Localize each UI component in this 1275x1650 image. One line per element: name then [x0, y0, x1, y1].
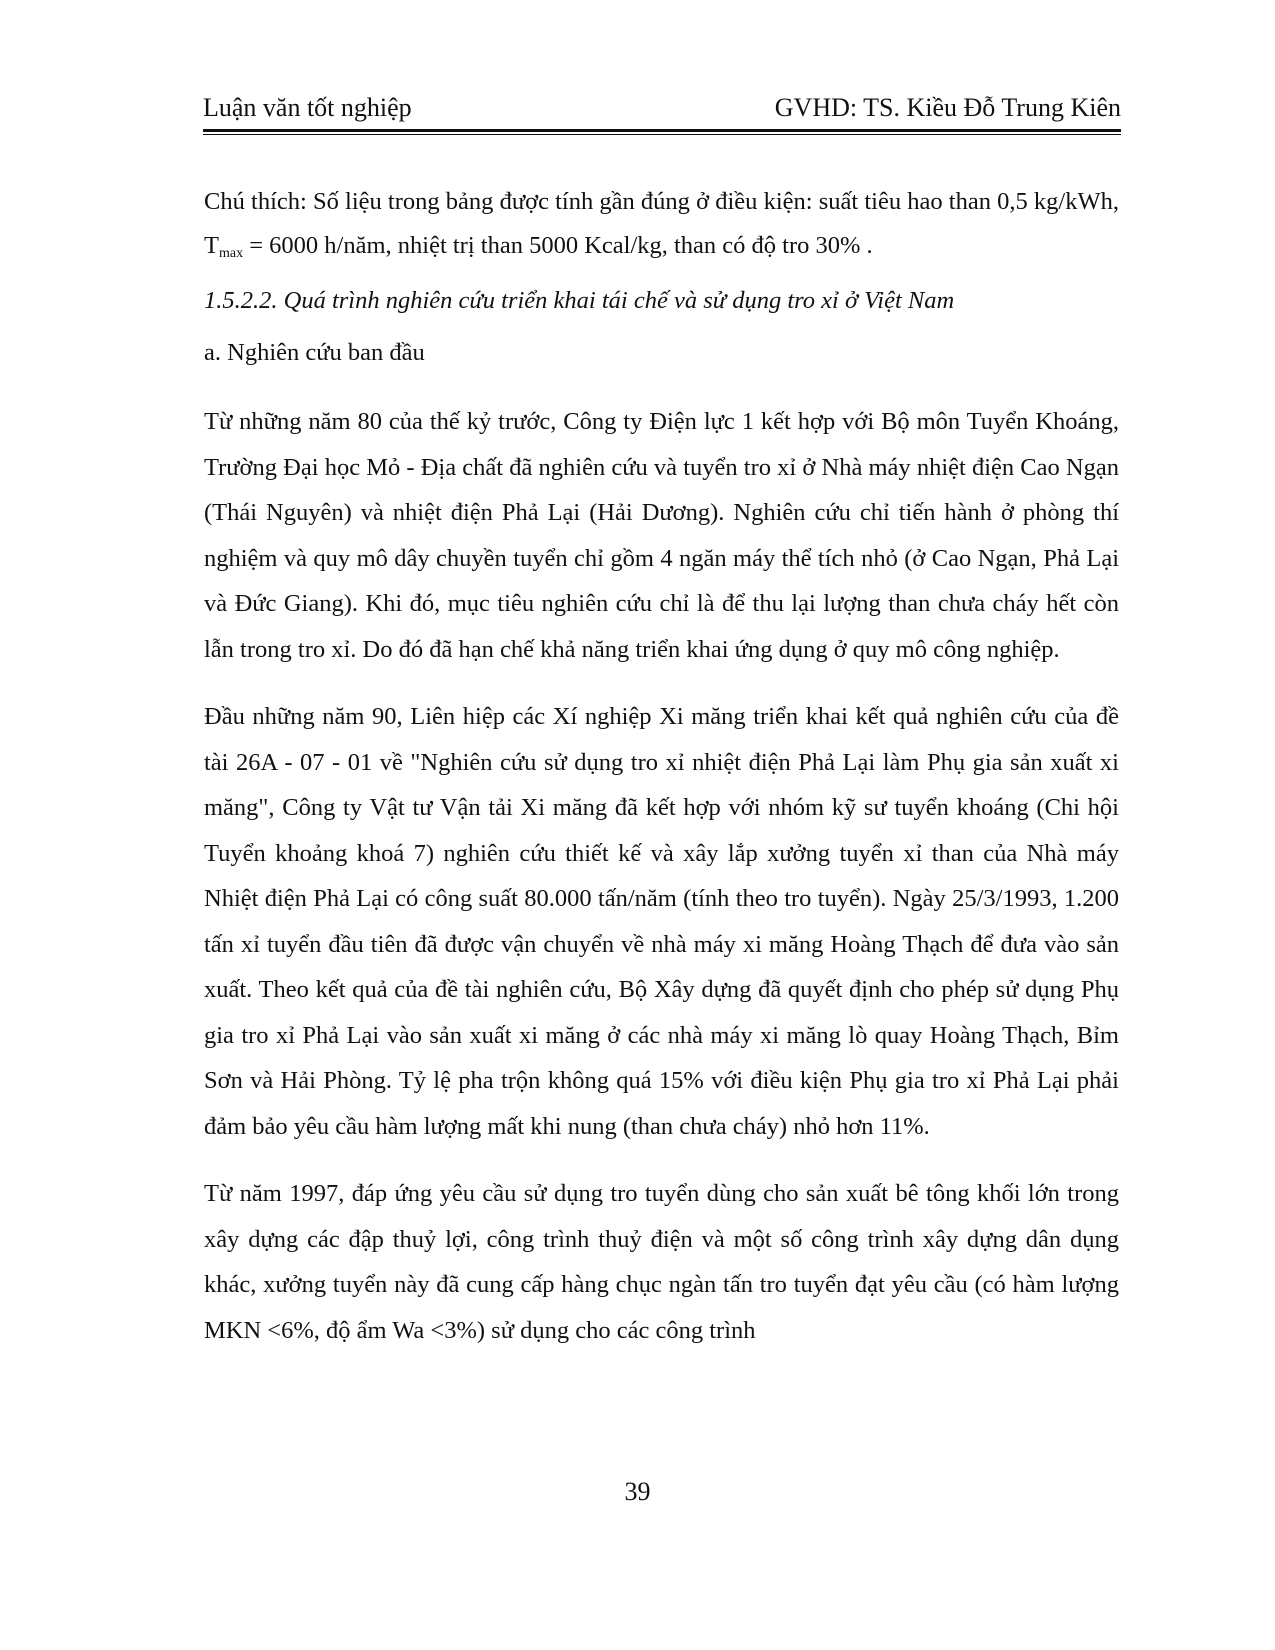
table-note: [204, 180, 1119, 272]
paragraph-2: Đầu những năm 90, Liên hiệp các Xí nghiệp Xi măng triển khai kết quả nghiên cứu của đề tài 26A - 07 - 01 về "Nghiên cứu sử dụng tro xỉ nhiệt điện Phả Lại làm Phụ gia sản xuất xi măng", Công ty Vật tư Vận tải Xi măng đã kết hợp với nhóm kỹ sư tuyển khoáng (Chi hội Tuyển khoảng khoá 7) nghiên cứu thiết kế và xây lắp xưởng tuyển xỉ than của Nhà máy Nhiệt điện Phả Lại có công suất 80.000 tấn/năm (tính theo tro tuyển). Ngày 25/3/1993, 1.200 tấn xỉ tuyển đầu tiên đã được vận chuyển về nhà máy xi măng Hoàng Thạch để đưa vào sản xuất. Theo kết quả của đề tài nghiên cứu, Bộ Xây dựng đã quyết định cho phép sử dụng Phụ gia tro xỉ Phả Lại vào sản xuất xi măng ở các nhà máy xi măng lò quay Hoàng Thạch, Bỉm Sơn và Hải Phòng. Tỷ lệ pha trộn không quá 15% với điều kiện Phụ gia tro xỉ Phả Lại phải đảm bảo yêu cầu hàm lượng mất khi nung (than chưa cháy) nhỏ hơn 11%.: [204, 703, 1119, 1140]
header-rule-thick: [203, 129, 1121, 132]
section-heading: 1.5.2.2. Quá trình nghiên cứu triển khai tái chế và sử dụng tro xỉ ở Việt Nam: [204, 287, 955, 314]
page-header: [203, 92, 1121, 132]
note-text-end: = 6000 h/năm, nhiệt trị than 5000 Kcal/kg, than có độ tro 30% .: [243, 232, 873, 259]
header-thesis-label: Luận văn tốt nghiệp: [203, 93, 412, 122]
note-text-start: Chú thích: Số liệu trong bảng được tính gần đúng ở điều kiện: suất tiêu hao than 0,5 kg/kWh, T: [204, 188, 1119, 259]
tmax-subscript: max: [218, 246, 244, 261]
paragraph-3: Từ năm 1997, đáp ứng yêu cầu sử dụng tro tuyển dùng cho sản xuất bê tông khối lớn trong xây dựng các đập thuỷ lợi, công trình thuỷ điện và một số công trình xây dựng dân dụng khác, xưởng tuyển này đã cung cấp hàng chục ngàn tấn tro tuyển đạt yêu cầu (có hàm lượng MKN <6%, độ ẩm Wa <3%) sử dụng cho các công trình: [204, 1180, 1119, 1344]
header-rule-thin: [203, 134, 1121, 135]
page-body: [204, 180, 1119, 1353]
page-number: 39: [624, 1477, 651, 1506]
header-supervisor: GVHD: TS. Kiều Đỗ Trung Kiên: [774, 93, 1121, 122]
sub-heading: a. Nghiên cứu ban đầu: [204, 339, 425, 366]
paragraph-1: Từ những năm 80 của thế kỷ trước, Công ty Điện lực 1 kết hợp với Bộ môn Tuyển Khoáng, Trường Đại học Mỏ - Địa chất đã nghiên cứu và tuyển tro xỉ ở Nhà máy nhiệt điện Cao Ngạn (Thái Nguyên) và nhiệt điện Phả Lại (Hải Dương). Nghiên cứu chỉ tiến hành ở phòng thí nghiệm và quy mô dây chuyền tuyển chỉ gồm 4 ngăn máy thể tích nhỏ (ở Cao Ngạn, Phả Lại và Đức Giang). Khi đó, mục tiêu nghiên cứu chỉ là để thu lại lượng than chưa cháy hết còn lẫn trong tro xỉ. Do đó đã hạn chế khả năng triển khai ứng dụng ở quy mô công nghiệp.: [204, 408, 1119, 663]
